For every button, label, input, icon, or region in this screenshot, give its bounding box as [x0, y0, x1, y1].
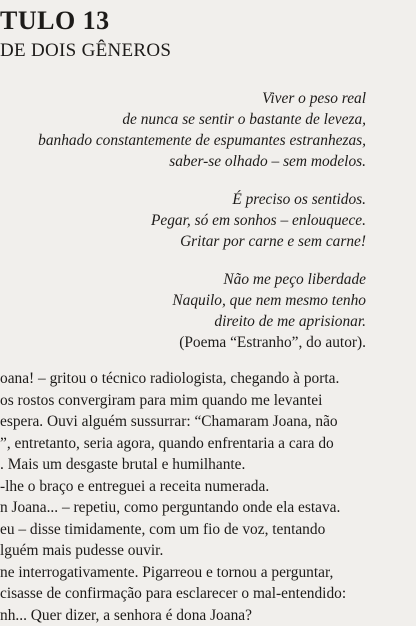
poem-stanza: [38, 88, 366, 172]
poem-verse: Pegar, só em sonhos – enlouquece.: [38, 210, 366, 231]
epigraph-poem: [38, 88, 366, 353]
poem-source: (Poema “Estranho”, do autor).: [38, 332, 366, 353]
body-line: ”, entretanto, seria agora, quando enfrentaria a cara do: [0, 433, 416, 455]
poem-verse: Viver o peso real: [38, 88, 366, 109]
body-line: . Mais um desgaste brutal e humilhante.: [0, 454, 416, 476]
poem-verse: banhado constantemente de espumantes estranhezas,: [38, 130, 366, 151]
chapter-subtitle: DE DOIS GÊNEROS: [0, 40, 171, 62]
poem-verse: direito de me aprisionar.: [38, 311, 366, 332]
poem-verse: Naquilo, que nem mesmo tenho: [38, 290, 366, 311]
body-line: oana! – gritou o técnico radiologista, chegando à porta.: [0, 368, 416, 390]
poem-verse: saber-se olhado – sem modelos.: [38, 151, 366, 172]
body-line: eu – disse timidamente, com um fio de voz, tentando: [0, 519, 416, 541]
body-text: [0, 368, 416, 626]
poem-verse: Não me peço liberdade: [38, 269, 366, 290]
chapter-title: TULO 13: [0, 6, 110, 36]
poem-verse: Gritar por carne e sem carne!: [38, 231, 366, 252]
poem-stanza: [38, 269, 366, 353]
poem-stanza: [38, 189, 366, 252]
body-line: cisasse de confirmação para esclarecer o mal-entendido:: [0, 583, 416, 605]
body-line: ne interrogativamente. Pigarreou e tornou a perguntar,: [0, 562, 416, 584]
body-line: -lhe o braço e entreguei a receita numerada.: [0, 476, 416, 498]
poem-verse: de nunca se sentir o bastante de leveza,: [38, 109, 366, 130]
body-line: nh... Quer dizer, a senhora é dona Joana?: [0, 605, 416, 626]
body-line: os rostos convergiram para mim quando me levantei: [0, 390, 416, 412]
body-line: espera. Ouvi alguém sussurrar: “Chamaram Joana, não: [0, 411, 416, 433]
body-line: n Joana... – repetiu, como perguntando onde ela estava.: [0, 497, 416, 519]
body-line: lguém mais pudesse ouvir.: [0, 540, 416, 562]
poem-verse: É preciso os sentidos.: [38, 189, 366, 210]
